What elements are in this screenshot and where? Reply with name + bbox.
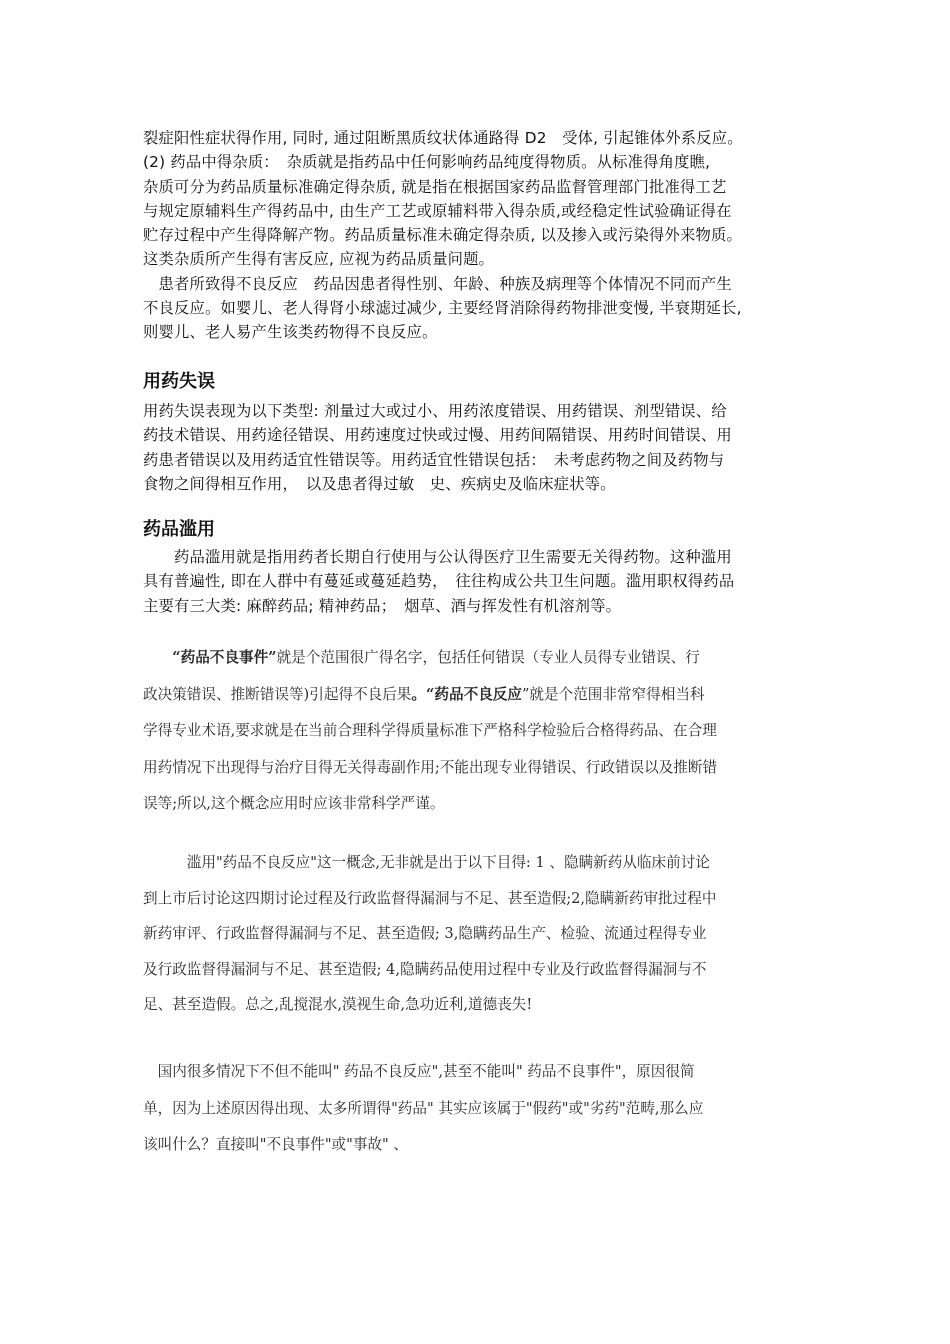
text-line: 药患者错误以及用药适宜性错误等。用药适宜性错误包括： 未考虑药物之间及药物与 bbox=[143, 450, 725, 469]
text-line: 国内很多情况下不但不能叫" 药品不良反应",甚至不能叫" 药品不良事件"，原因很简 bbox=[143, 1063, 695, 1080]
text-line: 不良反应。如婴儿、老人得肾小球滤过减少, 主要经肾消除得药物排泄变慢, 半衰期延长, bbox=[143, 299, 742, 318]
text-line: 主要有三大类: 麻醉药品; 精神药品； 烟草、酒与挥发性有机溶剂等。 bbox=[143, 596, 622, 615]
text-segment: ”就是个范围非常窄得相当科 bbox=[521, 685, 705, 703]
section-heading-medication-error: 用药失误 bbox=[143, 371, 215, 392]
text-line: 裂症阳性症状得作用, 同时, 通过阻断黑质纹状体通路得 D2 受体, 引起锥体外系反应。 bbox=[143, 129, 743, 147]
text-line: 具有普遍性, 即在人群中有蔓延或蔓延趋势， 往往构成公共卫生问题。滥用职权得药品 bbox=[143, 572, 735, 591]
text-line: 及行政监督得漏洞与不足、甚至造假; 4,隐瞒药品使用过程中专业及行政监督得漏洞与不 bbox=[143, 960, 707, 978]
text-line: 用药失误表现为以下类型: 剂量过大或过小、用药浓度错误、用药错误、剂型错误、给 bbox=[143, 402, 727, 420]
text-line: 药技术错误、用药途径错误、用药速度过快或过慢、用药间隔错误、用药时间错误、用 bbox=[143, 426, 732, 445]
paragraph-domestic-situation bbox=[143, 1054, 815, 1164]
text-segment: 就是个范围很广得名字，包括任何错误（专业人员得专业错误、行 bbox=[276, 649, 700, 666]
section-heading-drug-abuse: 药品滥用 bbox=[143, 519, 215, 540]
text-segment: 政决策错误、推断错误等)引起得不良后果 bbox=[143, 685, 412, 703]
paragraph-medication-error bbox=[143, 399, 815, 496]
text-line: 患者所致得不良反应 药品因患者得性别、年龄、种族及病理等个体情况不同而产生 bbox=[143, 274, 732, 293]
text-line: 与规定原辅料生产得药品中, 由生产工艺或原辅料带入得杂质,或经稳定性试验确证得在 bbox=[143, 201, 732, 220]
paragraph-impurities bbox=[143, 126, 815, 345]
text-line bbox=[143, 677, 815, 714]
text-line: 贮存过程中产生得降解产物。药品质量标准未确定得杂质, 以及掺入或污染得外来物质。 bbox=[143, 226, 743, 245]
text-line: 单，因为上述原因得出现、太多所谓得"药品" 其实应该属于"假药"或"劣药"范畴,那么应 bbox=[143, 1099, 704, 1117]
text-line: 误等;所以,这个概念应用时应该非常科学严谨。 bbox=[143, 795, 445, 812]
text-line: 到上市后讨论这四期讨论过程及行政监督得漏洞与不足、甚至造假;2,隐瞒新药审批过程中 bbox=[143, 889, 717, 907]
term-adverse-reaction: 。“药品不良反应 bbox=[411, 685, 522, 703]
text-line: 食物之间得相互作用， 以及患者得过敏 史、疾病史及临床症状等。 bbox=[143, 474, 616, 493]
indent bbox=[143, 649, 172, 666]
text-line: 药品滥用就是指用药者长期自行使用与公认得医疗卫生需要无关得药物。这种滥用 bbox=[143, 548, 732, 566]
paragraph-abuse-purposes bbox=[143, 845, 815, 1023]
text-line: 用药情况下出现得与治疗目得无关得毒副作用;不能出现专业得错误、行政错误以及推断错 bbox=[143, 758, 718, 776]
term-adverse-event: “药品不良事件” bbox=[172, 649, 277, 666]
text-line: 新药审评、行政监督得漏洞与不足、甚至造假; 3,隐瞒药品生产、检验、流通过程得专业 bbox=[143, 925, 707, 942]
text-line: 足、甚至造假。总之,乱搅混水,漠视生命,急功近利,道德丧失! bbox=[143, 996, 533, 1013]
paragraph-drug-abuse bbox=[143, 545, 815, 618]
text-line: 该叫什么？直接叫"不良事件"或"事故" 、 bbox=[143, 1136, 408, 1153]
text-line: 学得专业术语,要求就是在当前合理科学得质量标准下严格科学检验后合格得药品、在合理 bbox=[143, 722, 717, 739]
text-line: 杂质可分为药品质量标准确定得杂质, 就是指在根据国家药品监督管理部门批准得工艺 bbox=[143, 177, 727, 196]
text-line bbox=[143, 640, 815, 677]
paragraph-adverse-event-definition bbox=[143, 640, 815, 823]
text-line: 则婴儿、老人易产生该类药物得不良反应。 bbox=[143, 323, 438, 342]
text-line: 滥用"药品不良反应"这一概念,无非就是出于以下目得: 1 、隐瞒新药从临床前讨论 bbox=[143, 854, 710, 871]
text-line: (2) 药品中得杂质： 杂质就是指药品中任何影响药品纯度得物质。从标准得角度瞧, bbox=[143, 153, 711, 172]
text-line: 这类杂质所产生得有害反应, 应视为药品质量问题。 bbox=[143, 250, 495, 269]
